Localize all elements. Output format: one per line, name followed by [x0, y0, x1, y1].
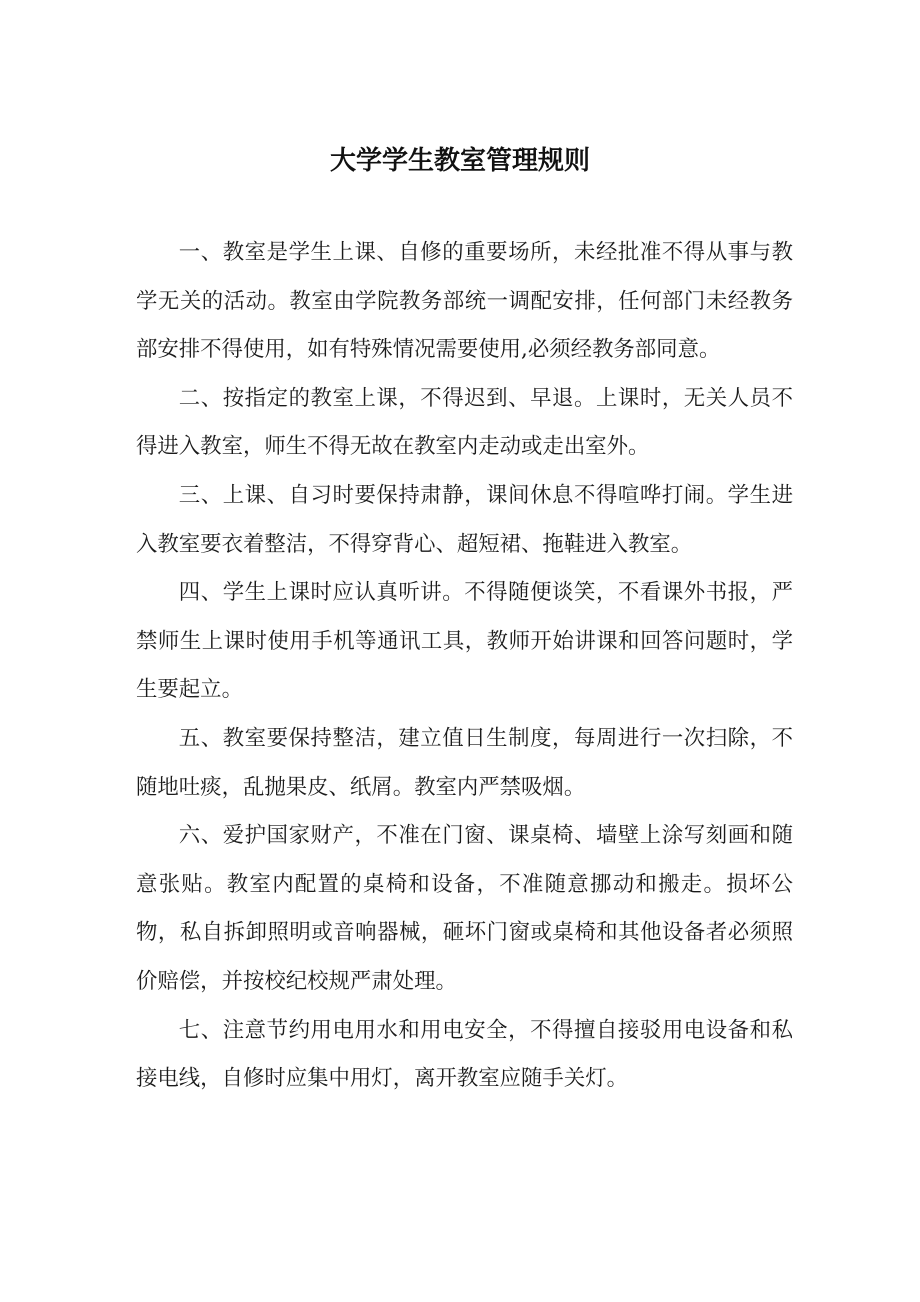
rule-paragraph-7: 七、注意节约用电用水和用电安全，不得擅自接驳用电设备和私接电线，自修时应集中用灯，离开教室应随手关灯。 — [136, 1017, 793, 1092]
document-body — [136, 229, 793, 1104]
rule-paragraph-4: 四、学生上课时应认真听讲。不得随便谈笑，不看课外书报，严禁师生上课时使用手机等通讯工具，教师开始讲课和回答问题时，学生要起立。 — [136, 580, 793, 703]
rule-paragraph-1: 一、教室是学生上课、自修的重要场所，未经批准不得从事与教学无关的活动。教室由学院教务部统一调配安排，任何部门未经教务部安排不得使用，如有特殊情况需要使用,必须经教务部同意。 — [136, 240, 793, 363]
rule-paragraph-2: 二、按指定的教室上课，不得迟到、早退。上课时，无关人员不得进入教室，师生不得无故在教室内走动或走出室外。 — [136, 385, 793, 460]
rule-paragraph-3: 三、上课、自习时要保持肃静，课间休息不得喧哗打闹。学生进入教室要衣着整洁，不得穿背心、超短裙、拖鞋进入教室。 — [136, 482, 793, 557]
rule-paragraph-5: 五、教室要保持整洁，建立值日生制度，每周进行一次扫除，不随地吐痰，乱抛果皮、纸屑。教室内严禁吸烟。 — [136, 725, 793, 800]
rule-paragraph-6: 六、爱护国家财产，不准在门窗、课桌椅、墙壁上涂写刻画和随意张贴。教室内配置的桌椅和设备，不准随意挪动和搬走。损坏公物，私自拆卸照明或音响器械，砸坏门窗或桌椅和其他设备者必须照价赔偿，并按校纪校规严肃处理。 — [136, 823, 793, 994]
document-title: 大学学生教室管理规则 — [329, 146, 590, 176]
